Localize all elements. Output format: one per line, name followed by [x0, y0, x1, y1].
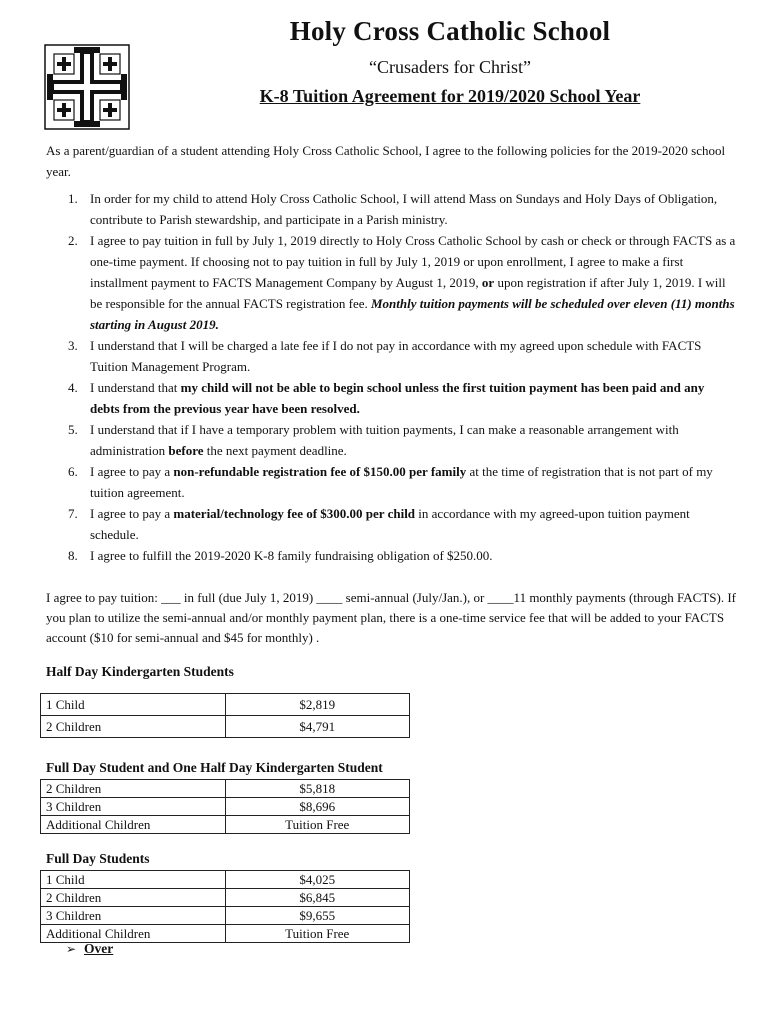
policy-emphasis: before [168, 443, 204, 458]
table-row [41, 907, 410, 925]
over-label: Over [84, 941, 114, 956]
policy-number: 8. [68, 548, 78, 563]
row-amount: $8,696 [225, 798, 410, 816]
policy-text: at the time of registration that is not part of my tuition agreement. [90, 464, 713, 500]
arrow-right-icon: ➢ [66, 942, 77, 956]
policy-text: upon registration if after July 1, 2019. I will be responsible for the annual FACTS registration fee. [90, 275, 726, 311]
policy-item-4 [46, 377, 736, 419]
row-label: 1 Child [41, 694, 226, 716]
policy-number: 2. [68, 233, 78, 248]
table-row [41, 925, 410, 943]
policy-number: 6. [68, 464, 78, 479]
table-row [41, 716, 410, 738]
table-row [41, 871, 410, 889]
row-label: 1 Child [41, 871, 226, 889]
policy-text: I understand that if I have a temporary problem with tuition payments, I can make a reasonable arrangement with administration [90, 422, 679, 458]
table-row [41, 694, 410, 716]
row-label: Additional Children [41, 816, 226, 834]
half-day-heading: Half Day Kindergarten Students [46, 664, 234, 679]
row-label: 2 Children [41, 889, 226, 907]
policy-item-6 [46, 461, 736, 503]
policy-number: 5. [68, 422, 78, 437]
policy-text: I understand that [90, 380, 181, 395]
policy-number: 4. [68, 380, 78, 395]
policy-item-5 [46, 419, 736, 461]
full-day-heading: Full Day Students [46, 851, 150, 866]
policy-text: I agree to pay a [90, 506, 174, 521]
half-day-fee-table [40, 693, 410, 738]
policy-text: I agree to pay tuition in full by July 1, 2019 directly to Holy Cross Catholic School by cash or check or through FACTS as a one-time payment. If choosing not to pay tuition in full by July 1, 2019 or upon enrollment, I agree to make a first installment payment to FACTS Management Company by August 1, 2019, [90, 233, 736, 290]
policy-item-1 [46, 188, 736, 230]
row-amount: $4,791 [225, 716, 410, 738]
row-label: 3 Children [41, 907, 226, 925]
policy-item-8 [46, 545, 736, 566]
policy-number: 3. [68, 338, 78, 353]
agreement-title: K-8 Tuition Agreement for 2019/2020 School Year [259, 86, 641, 106]
table-row [41, 816, 410, 834]
row-label: Additional Children [41, 925, 226, 943]
policy-text: I agree to fulfill the 2019-2020 K-8 family fundraising obligation of $250.00. [90, 548, 493, 563]
intro-paragraph: As a parent/guardian of a student attending Holy Cross Catholic School, I agree to the following policies for the 2019-2020 school year. [46, 143, 726, 179]
policy-text: in accordance with my agreed-upon tuition payment schedule. [90, 506, 690, 542]
policy-item-7 [46, 503, 736, 545]
row-amount: $9,655 [225, 907, 410, 925]
table-row [41, 780, 410, 798]
table-row [41, 798, 410, 816]
row-label: 3 Children [41, 798, 226, 816]
table-row [41, 889, 410, 907]
policy-emphasis: material/technology fee of $300.00 per child [173, 506, 416, 521]
policy-text: In order for my child to attend Holy Cross Catholic School, I will attend Mass on Sundays and Holy Days of Obligation, contribute to Parish stewardship, and participate in a Parish ministry. [90, 191, 718, 227]
row-amount: $4,025 [225, 871, 410, 889]
row-label: 2 Children [41, 780, 226, 798]
policy-emphasis: or [481, 275, 495, 290]
policy-emphasis: non-refundable registration fee of $150.00 per family [173, 464, 467, 479]
policy-item-3 [46, 335, 736, 377]
policy-emphasis: Monthly tuition payments will be scheduled over eleven (11) months starting in August 2019. [90, 296, 735, 332]
row-amount: $6,845 [225, 889, 410, 907]
policy-list [46, 188, 736, 566]
policy-text: I understand that I will be charged a late fee if I do not pay in accordance with my agreed upon schedule with FACTS Tuition Management Program. [90, 338, 702, 374]
jerusalem-cross-icon [44, 44, 130, 130]
row-label: 2 Children [41, 716, 226, 738]
school-name: Holy Cross Catholic School [289, 16, 611, 46]
policy-text: the next payment deadline. [203, 443, 347, 458]
policy-emphasis: my child will not be able to begin school unless the first tuition payment has been paid and any debts from the previous year have been resolved. [90, 380, 705, 416]
full-and-half-day-fee-table [40, 779, 410, 834]
over-indicator [66, 941, 113, 957]
policy-item-2 [46, 230, 736, 335]
policy-text: I agree to pay a [90, 464, 174, 479]
full-and-half-day-heading: Full Day Student and One Half Day Kindergarten Student [46, 760, 383, 775]
policy-number: 1. [68, 191, 78, 206]
row-amount: Tuition Free [225, 925, 410, 943]
row-amount: $2,819 [225, 694, 410, 716]
tuition-payment-choice: I agree to pay tuition: ___ in full (due July 1, 2019) ____ semi-annual (July/Jan.), or ____11 monthly payments (through FACTS). If you plan to utilize the semi-annual and/or monthly payment plan, there is a one-time service fee that will be added to your FACTS account ($10 for semi-annual and $45 for monthly) . [46, 590, 736, 645]
row-amount: Tuition Free [225, 816, 410, 834]
row-amount: $5,818 [225, 780, 410, 798]
school-motto: “Crusaders for Christ” [369, 57, 531, 77]
policy-number: 7. [68, 506, 78, 521]
full-day-fee-table [40, 870, 410, 943]
